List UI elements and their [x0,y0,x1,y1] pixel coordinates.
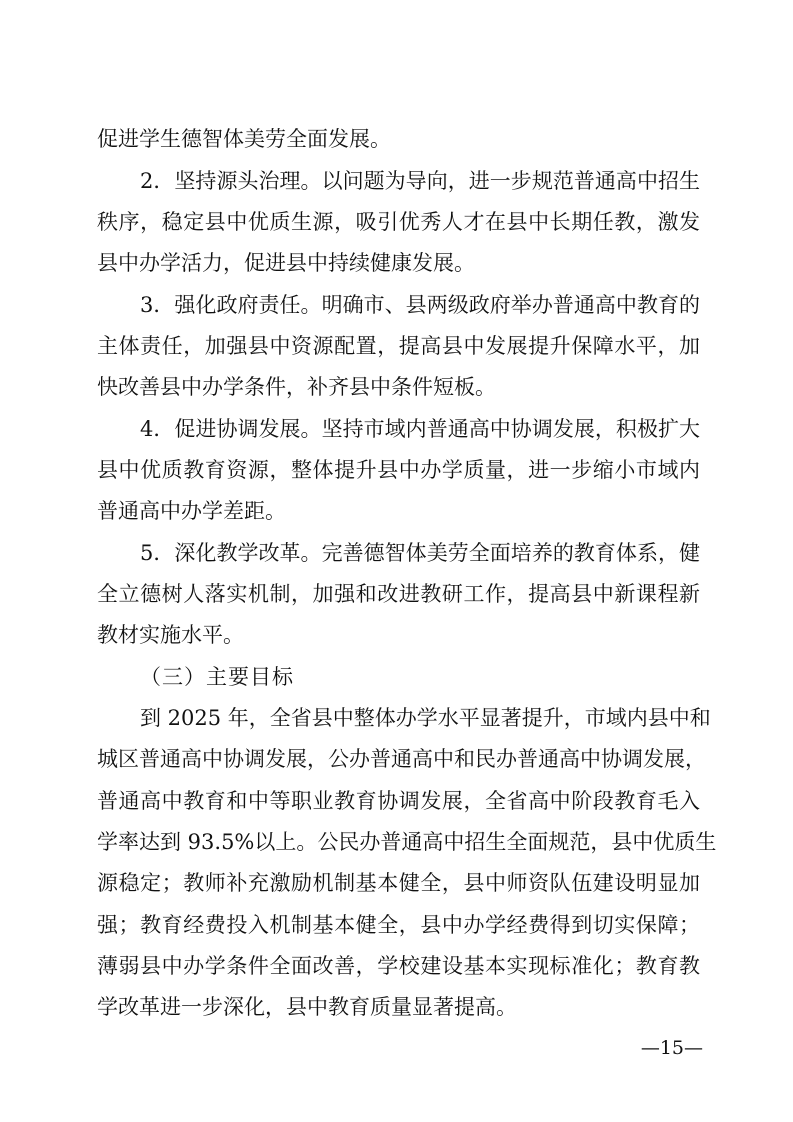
body-text-line: 到 2025 年，全省县中整体办学水平显著提升，市域内县中和 [140,706,711,730]
body-text-line: 源稳定；教师补充激励机制基本健全，县中师资队伍建设明显加 [97,871,700,895]
body-text-line: 促进学生德智体美劳全面发展。 [97,127,391,151]
section-heading: （三）主要目标 [140,665,294,689]
body-text-line: 普通高中办学差距。 [97,499,286,523]
body-text-line: 普通高中教育和中等职业教育协调发展，全省高中阶段教育毛入 [97,789,700,813]
body-text-line: 学改革进一步深化，县中教育质量显著提高。 [97,995,517,1019]
body-text-line: 秩序，稳定县中优质生源，吸引优秀人才在县中长期任教，激发 [97,210,700,234]
body-text-line: 快改善县中办学条件，补齐县中条件短板。 [97,375,496,399]
numbered-item-line: 4．促进协调发展。坚持市域内普通高中协调发展，积极扩大 [140,417,700,441]
body-text-line: 县中优质教育资源，整体提升县中办学质量，进一步缩小市域内 [97,458,700,482]
body-text-line: 强；教育经费投入机制基本健全，县中办学经费得到切实保障； [97,913,700,937]
body-text-line: 县中办学活力，促进县中持续健康发展。 [97,251,475,275]
body-text-line: 主体责任，加强县中资源配置，提高县中发展提升保障水平，加 [97,334,700,358]
numbered-item-line: 3．强化政府责任。明确市、县两级政府举办普通高中教育的 [140,293,700,317]
body-text-line: 城区普通高中协调发展，公办普通高中和民办普通高中协调发展， [97,747,706,771]
numbered-item-line: 5．深化教学改革。完善德智体美劳全面培养的教育体系，健 [140,541,700,565]
body-text-line: 薄弱县中办学条件全面改善，学校建设基本实现标准化；教育教 [97,954,700,978]
body-text-line: 教材实施水平。 [97,623,244,647]
body-text-line: 全立德树人落实机制，加强和改进教研工作，提高县中新课程新 [97,582,700,606]
numbered-item-line: 2．坚持源头治理。以问题为导向，进一步规范普通高中招生 [140,169,700,193]
body-text-line: 学率达到 93.5%以上。公民办普通高中招生全面规范，县中优质生 [97,830,717,854]
page-number: —15— [640,1037,703,1059]
